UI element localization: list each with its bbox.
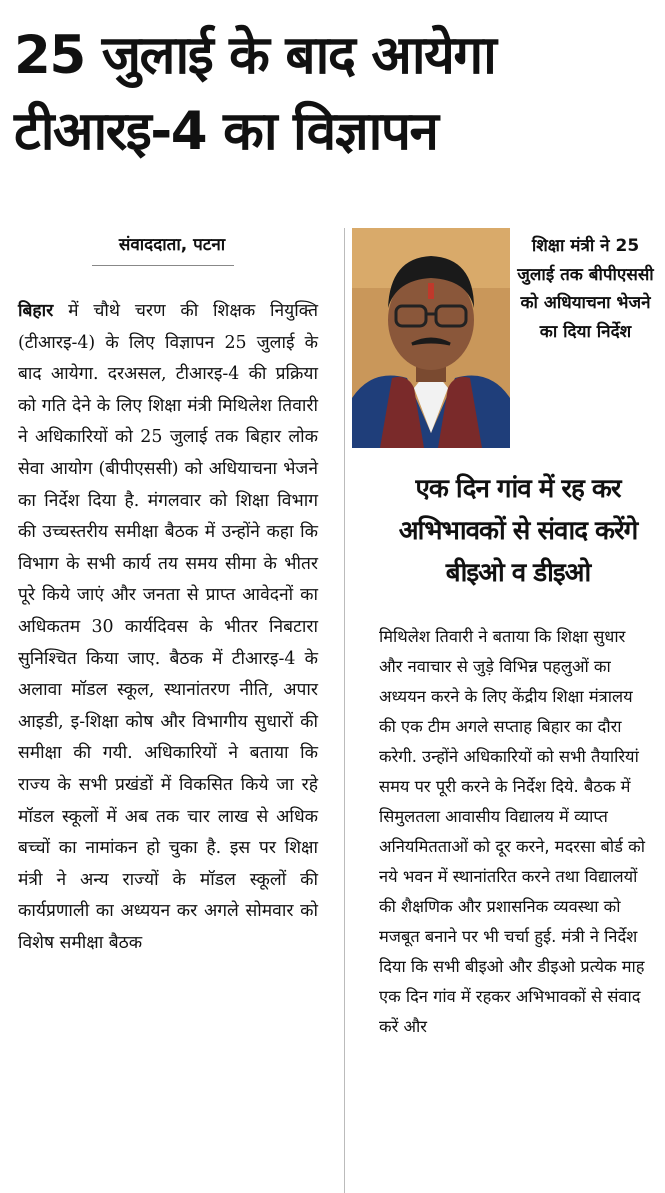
headline-line-1: 25 जुलाई के बाद आयेगा [14, 25, 496, 86]
article-body [18, 296, 318, 959]
column-divider [344, 228, 345, 1193]
sub-article-body: मिथिलेश तिवारी ने बताया कि शिक्षा सुधार और नवाचार से जुड़े विभिन्न पहलुओं का अध्ययन करने के लिए केंद्रीय शिक्षा मंत्रालय की एक टीम अगले सप्ताह बिहार का दौरा करेगी. उन्होंने अधिकारियों को सभी तैयारियां समय पर पूरी करने के निर्देश दिये. बैठक में सिमुलतला आवासीय विद्यालय में व्याप्त अनियमितताओं को दूर करने, मदरसा बोर्ड को नये भवन में स्थानांतरित करने तथा विद्यालयों की शैक्षणिक और प्रशासनिक व्यवस्था को मजबूत बनाने पर भी चर्चा हुई. मंत्री ने निर्देश दिया कि सभी बीइओ और डीइओ प्रत्येक माह एक दिन गांव में रहकर अभिभावकों से संवाद करें और [379, 627, 645, 1036]
minister-photo [352, 228, 510, 448]
article-lead-word: बिहार [18, 301, 54, 321]
headline-line-2: टीआरइ-4 का विज्ञापन [14, 101, 438, 162]
headline [14, 18, 654, 170]
article-text: में चौथे चरण की शिक्षक नियुक्ति (टीआरइ-4) के लिए विज्ञापन 25 जुलाई के बाद आयेगा. दरअसल, टीआरइ-4 की प्रक्रिया को गति देने के लिए शिक्षा मंत्री मिथिलेश तिवारी ने अधिकारियों को 25 जुलाई तक बिहार लोक सेवा आयोग (बीपीएससी) को अधियाचना भेजने का निर्देश दिया है. मंगलवार को शिक्षा विभाग की उच्चस्तरीय समीक्षा बैठक में उन्होंने कहा कि विभाग के सभी कार्य तय समय सीमा के भीतर पूरे किये जाएं और जनता से प्राप्त आवेदनों का अधिकतम 30 कार्यदिवस के भीतर निबटारा सुनिश्चित किया जाए. बैठक में टीआरइ-4 के अलावा मॉडल स्कूल, स्थानांतरण नीति, अपार आइडी, इ-शिक्षा कोष और विभागीय सुधारों की समीक्षा की गयी. अधिकारियों ने बताया कि राज्य के सभी प्रखंडों में विकसित किये जा रहे मॉडल स्कूलों में अब तक चार लाख से अधिक बच्चों का नामांकन हो चुका है. इस पर शिक्षा मंत्री ने अन्य राज्यों के मॉडल स्कूलों की कार्यप्रणाली का अध्ययन कर अगले सोमवार को विशेष समीक्षा बैठक [18, 301, 318, 953]
byline-rule [92, 265, 234, 266]
sub-headline: एक दिन गांव में रह कर अभिभावकों से संवाद करेंगे बीइओ व डीइओ [398, 474, 638, 588]
photo-caption: शिक्षा मंत्री ने 25 जुलाई तक बीपीएससी को अधियाचना भेजने का दिया निर्देश [517, 236, 654, 342]
byline: संवाददाता, पटना [118, 235, 226, 255]
minister-portrait-illustration [352, 228, 510, 448]
